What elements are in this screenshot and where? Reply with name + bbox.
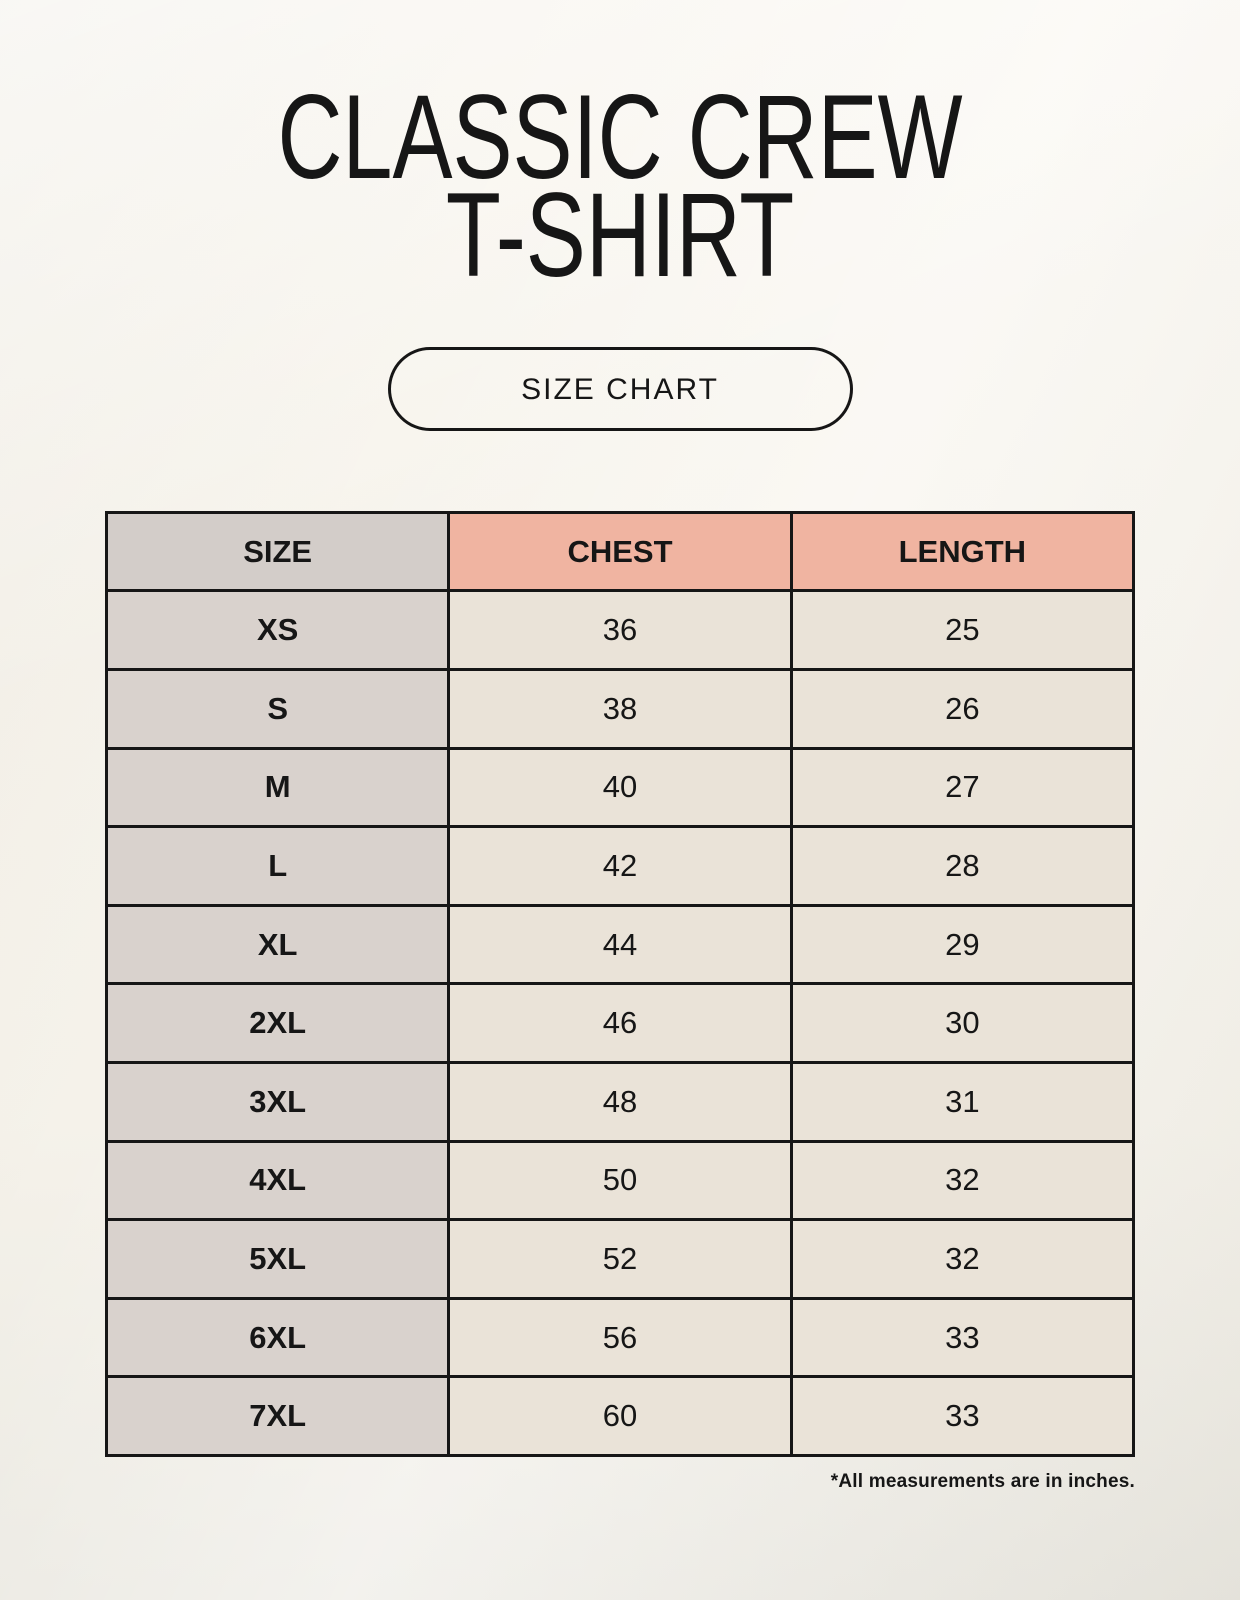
table-row xyxy=(107,827,1134,906)
table-row xyxy=(107,591,1134,670)
value-cell: 48 xyxy=(449,1062,791,1141)
value-cell: 36 xyxy=(449,591,791,670)
value-cell: 46 xyxy=(449,984,791,1063)
table-row xyxy=(107,1062,1134,1141)
value-cell: 25 xyxy=(791,591,1133,670)
page-title xyxy=(234,0,1007,303)
value-cell: 28 xyxy=(791,827,1133,906)
value-cell: 33 xyxy=(791,1298,1133,1377)
size-chart-button-label: SIZE CHART xyxy=(521,372,719,406)
size-cell: 7XL xyxy=(107,1377,449,1456)
value-cell: 40 xyxy=(449,748,791,827)
table-body xyxy=(107,591,1134,1456)
value-cell: 31 xyxy=(791,1062,1133,1141)
table-header xyxy=(107,512,1134,591)
table-row xyxy=(107,669,1134,748)
page-title-line2: T-SHIRT xyxy=(445,168,795,303)
table-row xyxy=(107,905,1134,984)
table-row xyxy=(107,984,1134,1063)
table-row xyxy=(107,1220,1134,1299)
table-row xyxy=(107,1141,1134,1220)
size-cell: 2XL xyxy=(107,984,449,1063)
value-cell: 44 xyxy=(449,905,791,984)
table-row xyxy=(107,1298,1134,1377)
value-cell: 52 xyxy=(449,1220,791,1299)
value-cell: 30 xyxy=(791,984,1133,1063)
value-cell: 29 xyxy=(791,905,1133,984)
header-row xyxy=(107,512,1134,591)
value-cell: 38 xyxy=(449,669,791,748)
size-cell: XS xyxy=(107,591,449,670)
page-title-line1: CLASSIC CREW xyxy=(277,70,963,204)
header-cell-chest: CHEST xyxy=(449,512,791,591)
size-cell: M xyxy=(107,748,449,827)
size-cell: 6XL xyxy=(107,1298,449,1377)
value-cell: 42 xyxy=(449,827,791,906)
size-cell: L xyxy=(107,827,449,906)
value-cell: 27 xyxy=(791,748,1133,827)
value-cell: 60 xyxy=(449,1377,791,1456)
value-cell: 32 xyxy=(791,1220,1133,1299)
size-cell: 4XL xyxy=(107,1141,449,1220)
size-cell: 3XL xyxy=(107,1062,449,1141)
size-chart-button[interactable] xyxy=(388,347,853,431)
size-chart-table xyxy=(105,511,1135,1457)
value-cell: 26 xyxy=(791,669,1133,748)
table-row xyxy=(107,748,1134,827)
value-cell: 33 xyxy=(791,1377,1133,1456)
header-cell-length: LENGTH xyxy=(791,512,1133,591)
value-cell: 32 xyxy=(791,1141,1133,1220)
size-cell: 5XL xyxy=(107,1220,449,1299)
table-row xyxy=(107,1377,1134,1456)
size-cell: S xyxy=(107,669,449,748)
size-chart-page xyxy=(105,0,1135,1493)
size-cell: XL xyxy=(107,905,449,984)
header-cell-size: SIZE xyxy=(107,512,449,591)
value-cell: 50 xyxy=(449,1141,791,1220)
measurements-footnote: *All measurements are in inches. xyxy=(830,1470,1135,1492)
value-cell: 56 xyxy=(449,1298,791,1377)
